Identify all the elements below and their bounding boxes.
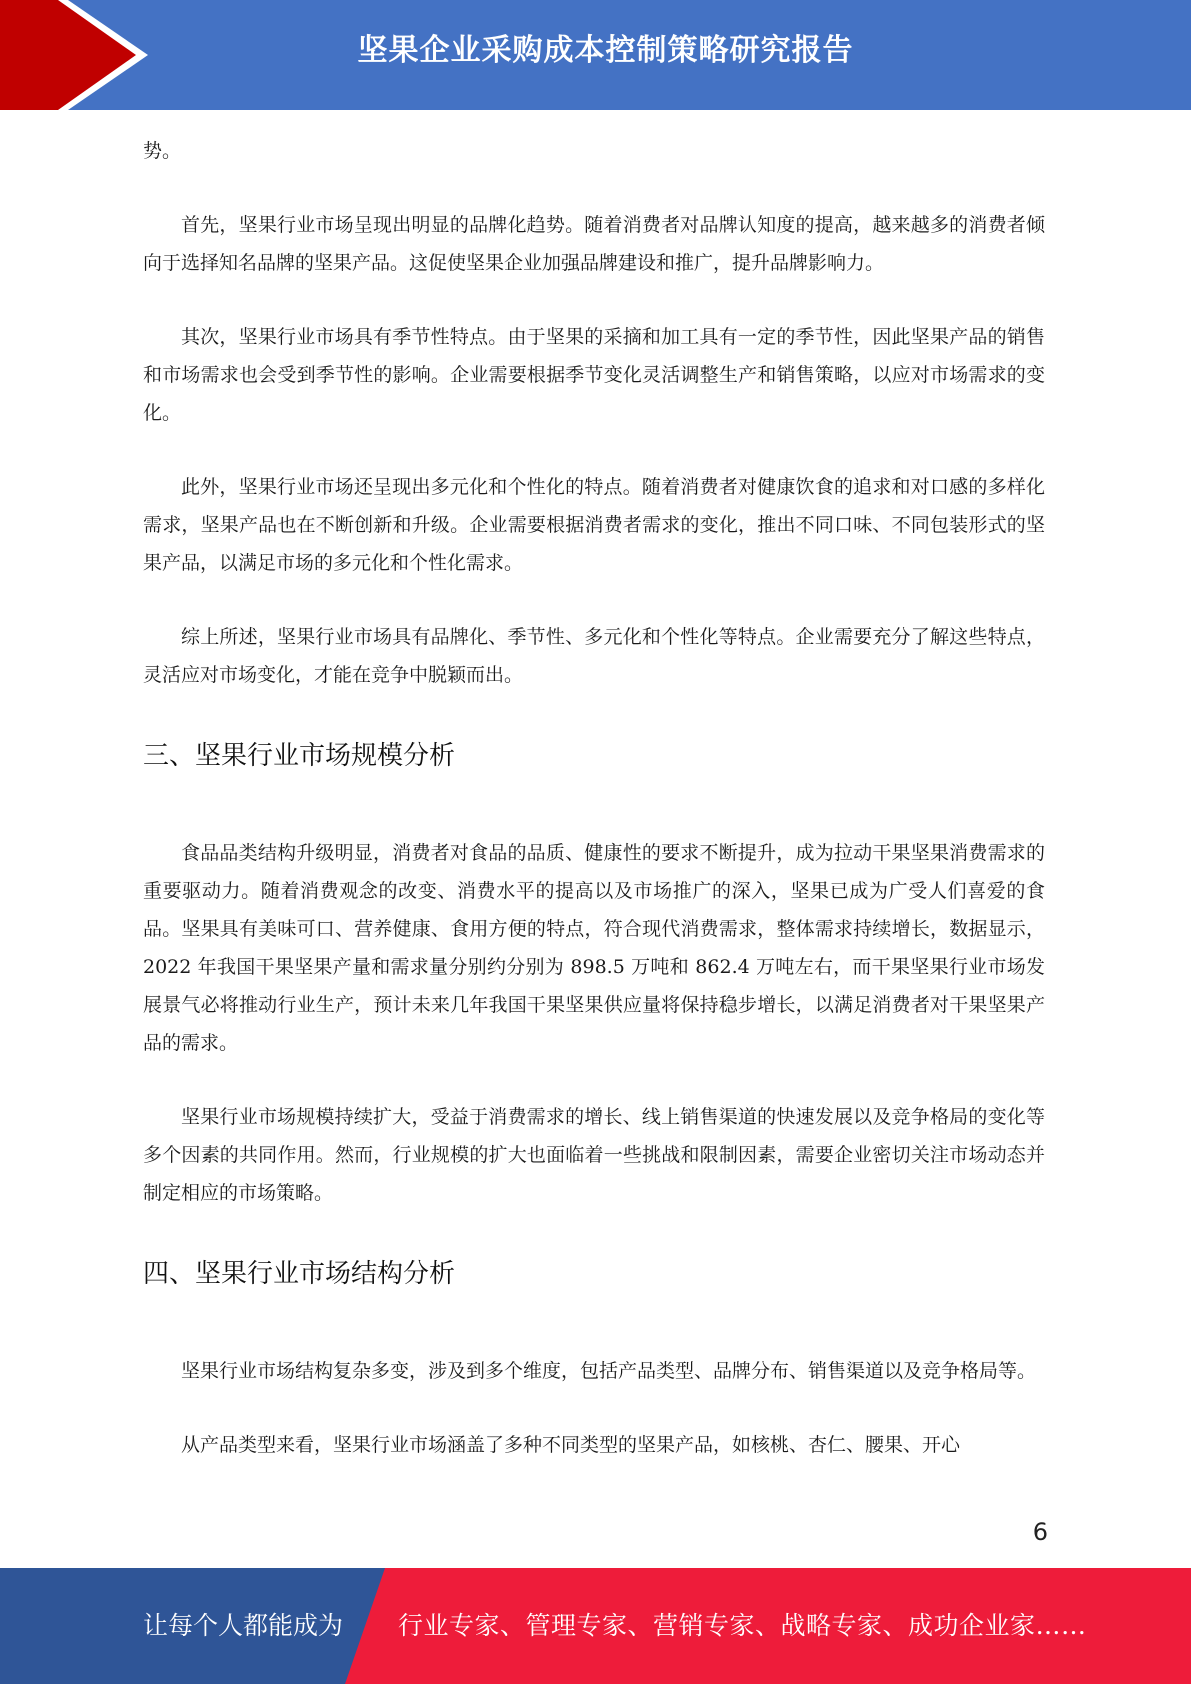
paragraph-market-structure: 坚果行业市场结构复杂多变，涉及到多个维度，包括产品类型、品牌分布、销售渠道以及竞争格局等。 [181,1360,1037,1382]
header-band [0,0,1191,110]
paragraph-product-types: 从产品类型来看，坚果行业市场涵盖了多种不同类型的坚果产品，如核桃、杏仁、腰果、开心 [181,1434,961,1456]
paragraph-market-growth: 坚果行业市场规模持续扩大，受益于消费需求的增长、线上销售渠道的快速发展以及竞争格局的变化等多个因素的共同作用。然而，行业规模的扩大也面临着一些挑战和限制因素，需要企业密切关注市场动态并制定相应的市场策略。 [143,1106,1045,1204]
paragraph-seasonality: 其次，坚果行业市场具有季节性特点。由于坚果的采摘和加工具有一定的季节性，因此坚果产品的销售和市场需求也会受到季节性的影响。企业需要根据季节变化灵活调整生产和销售策略，以应对市场需求的变化。 [143,326,1045,424]
paragraph-summary: 综上所述，坚果行业市场具有品牌化、季节性、多元化和个性化等特点。企业需要充分了解这些特点，灵活应对市场变化，才能在竞争中脱颖而出。 [143,626,1045,686]
section-heading-market-size: 三、坚果行业市场规模分析 [143,741,456,771]
paragraph-diversification: 此外，坚果行业市场还呈现出多元化和个性化的特点。随着消费者对健康饮食的追求和对口感的多样化需求，坚果产品也在不断创新和升级。企业需要根据消费者需求的变化，推出不同口味、不同包装形式的坚果产品，以满足市场的多元化和个性化需求。 [143,476,1045,574]
section-heading-market-structure: 四、坚果行业市场结构分析 [143,1259,456,1289]
footer-band [0,1568,1191,1684]
paragraph-continuation: 势。 [143,140,182,162]
footer-slogan-left: 让每个人都能成为 [143,1611,344,1640]
page-number: 6 [1032,1518,1048,1546]
paragraph-branding: 首先，坚果行业市场呈现出明显的品牌化趋势。随着消费者对品牌认知度的提高，越来越多的消费者倾向于选择知名品牌的坚果产品。这促使坚果企业加强品牌建设和推广，提升品牌影响力。 [143,214,1045,274]
footer-slogan-right: 行业专家、管理专家、营销专家、战略专家、成功企业家…… [398,1611,1087,1640]
document-title: 坚果企业采购成本控制策略研究报告 [357,33,854,68]
paragraph-market-size: 食品品类结构升级明显，消费者对食品的品质、健康性的要求不断提升，成为拉动干果坚果消费需求的重要驱动力。随着消费观念的改变、消费水平的提高以及市场推广的深入，坚果已成为广受人们喜爱的食品。坚果具有美味可口、营养健康、食用方便的特点，符合现代消费需求，整体需求持续增长，数据显示，2022 年我国干果坚果产量和需求量分别约分别为 898.5 万吨和 862.4 万吨左右，而干果坚果行业市场发展景气必将推动行业生产，预计未来几年我国干果坚果供应量将保持稳步增长，以满足消费者对干果坚果产品的需求。 [143,842,1045,1054]
page-body [143,132,1045,1464]
